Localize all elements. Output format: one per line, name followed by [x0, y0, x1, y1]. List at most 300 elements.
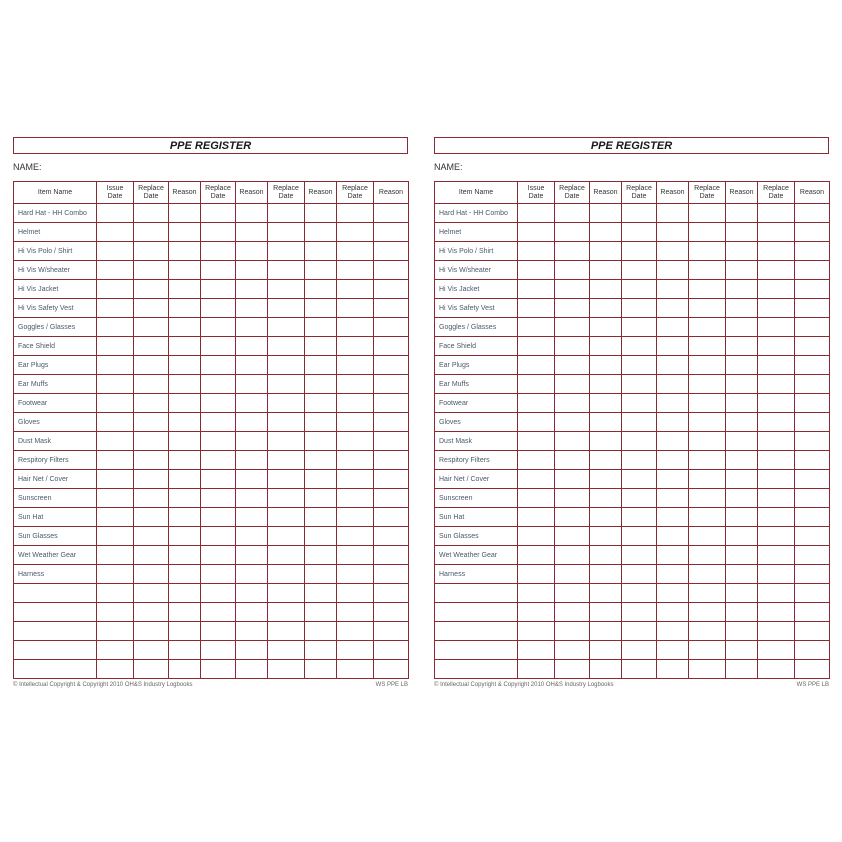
- entry-cell[interactable]: [236, 546, 268, 565]
- entry-cell[interactable]: [236, 527, 268, 546]
- entry-cell[interactable]: [201, 470, 236, 489]
- entry-cell[interactable]: [657, 622, 689, 641]
- entry-cell[interactable]: [374, 223, 409, 242]
- entry-cell[interactable]: [555, 508, 590, 527]
- entry-cell[interactable]: [374, 565, 409, 584]
- entry-cell[interactable]: [657, 413, 689, 432]
- entry-cell[interactable]: [689, 527, 726, 546]
- entry-cell[interactable]: [590, 546, 622, 565]
- entry-cell[interactable]: [134, 204, 169, 223]
- entry-cell[interactable]: [622, 318, 657, 337]
- entry-cell[interactable]: [657, 451, 689, 470]
- entry-cell[interactable]: [268, 261, 305, 280]
- entry-cell[interactable]: [590, 451, 622, 470]
- entry-cell[interactable]: [169, 356, 201, 375]
- entry-cell[interactable]: [201, 660, 236, 679]
- entry-cell[interactable]: [622, 451, 657, 470]
- entry-cell[interactable]: [236, 565, 268, 584]
- entry-cell[interactable]: [758, 622, 795, 641]
- entry-cell[interactable]: [657, 356, 689, 375]
- entry-cell[interactable]: [97, 337, 134, 356]
- entry-cell[interactable]: [622, 261, 657, 280]
- entry-cell[interactable]: [758, 280, 795, 299]
- entry-cell[interactable]: [518, 204, 555, 223]
- entry-cell[interactable]: [657, 432, 689, 451]
- entry-cell[interactable]: [169, 489, 201, 508]
- entry-cell[interactable]: [590, 660, 622, 679]
- entry-cell[interactable]: [758, 641, 795, 660]
- entry-cell[interactable]: [622, 413, 657, 432]
- entry-cell[interactable]: [201, 603, 236, 622]
- entry-cell[interactable]: [134, 641, 169, 660]
- entry-cell[interactable]: [201, 337, 236, 356]
- entry-cell[interactable]: [337, 432, 374, 451]
- entry-cell[interactable]: [726, 223, 758, 242]
- entry-cell[interactable]: [236, 394, 268, 413]
- entry-cell[interactable]: [689, 299, 726, 318]
- entry-cell[interactable]: [689, 204, 726, 223]
- entry-cell[interactable]: [305, 375, 337, 394]
- entry-cell[interactable]: [758, 508, 795, 527]
- entry-cell[interactable]: [169, 451, 201, 470]
- entry-cell[interactable]: [97, 546, 134, 565]
- entry-cell[interactable]: [689, 489, 726, 508]
- entry-cell[interactable]: [657, 546, 689, 565]
- entry-cell[interactable]: [795, 603, 830, 622]
- entry-cell[interactable]: [590, 337, 622, 356]
- entry-cell[interactable]: [236, 451, 268, 470]
- entry-cell[interactable]: [726, 204, 758, 223]
- entry-cell[interactable]: [201, 641, 236, 660]
- entry-cell[interactable]: [518, 318, 555, 337]
- entry-cell[interactable]: [555, 299, 590, 318]
- entry-cell[interactable]: [726, 299, 758, 318]
- entry-cell[interactable]: [657, 641, 689, 660]
- entry-cell[interactable]: [758, 299, 795, 318]
- entry-cell[interactable]: [657, 318, 689, 337]
- entry-cell[interactable]: [305, 584, 337, 603]
- entry-cell[interactable]: [374, 470, 409, 489]
- entry-cell[interactable]: [622, 337, 657, 356]
- entry-cell[interactable]: [97, 527, 134, 546]
- entry-cell[interactable]: [726, 318, 758, 337]
- entry-cell[interactable]: [795, 375, 830, 394]
- entry-cell[interactable]: [337, 204, 374, 223]
- entry-cell[interactable]: [236, 660, 268, 679]
- entry-cell[interactable]: [201, 242, 236, 261]
- entry-cell[interactable]: [518, 622, 555, 641]
- entry-cell[interactable]: [97, 413, 134, 432]
- entry-cell[interactable]: [201, 489, 236, 508]
- entry-cell[interactable]: [555, 622, 590, 641]
- entry-cell[interactable]: [374, 394, 409, 413]
- entry-cell[interactable]: [518, 527, 555, 546]
- entry-cell[interactable]: [555, 527, 590, 546]
- entry-cell[interactable]: [555, 356, 590, 375]
- entry-cell[interactable]: [169, 603, 201, 622]
- entry-cell[interactable]: [201, 318, 236, 337]
- entry-cell[interactable]: [590, 261, 622, 280]
- entry-cell[interactable]: [268, 584, 305, 603]
- entry-cell[interactable]: [374, 660, 409, 679]
- entry-cell[interactable]: [169, 565, 201, 584]
- entry-cell[interactable]: [337, 660, 374, 679]
- entry-cell[interactable]: [555, 603, 590, 622]
- entry-cell[interactable]: [795, 318, 830, 337]
- entry-cell[interactable]: [657, 375, 689, 394]
- entry-cell[interactable]: [518, 280, 555, 299]
- entry-cell[interactable]: [555, 660, 590, 679]
- entry-cell[interactable]: [758, 413, 795, 432]
- entry-cell[interactable]: [236, 622, 268, 641]
- entry-cell[interactable]: [590, 489, 622, 508]
- entry-cell[interactable]: [134, 299, 169, 318]
- entry-cell[interactable]: [169, 546, 201, 565]
- entry-cell[interactable]: [726, 508, 758, 527]
- entry-cell[interactable]: [305, 622, 337, 641]
- entry-cell[interactable]: [555, 489, 590, 508]
- entry-cell[interactable]: [268, 413, 305, 432]
- entry-cell[interactable]: [134, 356, 169, 375]
- entry-cell[interactable]: [305, 337, 337, 356]
- entry-cell[interactable]: [689, 223, 726, 242]
- entry-cell[interactable]: [726, 489, 758, 508]
- entry-cell[interactable]: [374, 508, 409, 527]
- entry-cell[interactable]: [689, 641, 726, 660]
- entry-cell[interactable]: [622, 204, 657, 223]
- entry-cell[interactable]: [795, 242, 830, 261]
- entry-cell[interactable]: [726, 242, 758, 261]
- entry-cell[interactable]: [201, 432, 236, 451]
- entry-cell[interactable]: [236, 299, 268, 318]
- entry-cell[interactable]: [97, 356, 134, 375]
- entry-cell[interactable]: [726, 432, 758, 451]
- entry-cell[interactable]: [169, 622, 201, 641]
- entry-cell[interactable]: [758, 337, 795, 356]
- entry-cell[interactable]: [657, 603, 689, 622]
- entry-cell[interactable]: [726, 375, 758, 394]
- entry-cell[interactable]: [169, 470, 201, 489]
- entry-cell[interactable]: [795, 299, 830, 318]
- entry-cell[interactable]: [795, 280, 830, 299]
- entry-cell[interactable]: [758, 356, 795, 375]
- entry-cell[interactable]: [657, 489, 689, 508]
- entry-cell[interactable]: [305, 546, 337, 565]
- entry-cell[interactable]: [374, 318, 409, 337]
- entry-cell[interactable]: [622, 527, 657, 546]
- entry-cell[interactable]: [268, 603, 305, 622]
- entry-cell[interactable]: [689, 356, 726, 375]
- entry-cell[interactable]: [795, 489, 830, 508]
- entry-cell[interactable]: [622, 622, 657, 641]
- entry-cell[interactable]: [590, 508, 622, 527]
- entry-cell[interactable]: [337, 603, 374, 622]
- entry-cell[interactable]: [590, 584, 622, 603]
- entry-cell[interactable]: [201, 375, 236, 394]
- entry-cell[interactable]: [758, 375, 795, 394]
- entry-cell[interactable]: [97, 622, 134, 641]
- entry-cell[interactable]: [758, 527, 795, 546]
- entry-cell[interactable]: [689, 413, 726, 432]
- entry-cell[interactable]: [590, 318, 622, 337]
- entry-cell[interactable]: [726, 470, 758, 489]
- entry-cell[interactable]: [201, 394, 236, 413]
- entry-cell[interactable]: [337, 242, 374, 261]
- entry-cell[interactable]: [795, 565, 830, 584]
- entry-cell[interactable]: [97, 565, 134, 584]
- entry-cell[interactable]: [305, 565, 337, 584]
- entry-cell[interactable]: [201, 204, 236, 223]
- entry-cell[interactable]: [201, 451, 236, 470]
- entry-cell[interactable]: [268, 242, 305, 261]
- entry-cell[interactable]: [726, 584, 758, 603]
- entry-cell[interactable]: [268, 565, 305, 584]
- entry-cell[interactable]: [268, 489, 305, 508]
- entry-cell[interactable]: [374, 280, 409, 299]
- entry-cell[interactable]: [590, 470, 622, 489]
- entry-cell[interactable]: [134, 375, 169, 394]
- entry-cell[interactable]: [236, 413, 268, 432]
- entry-cell[interactable]: [268, 394, 305, 413]
- entry-cell[interactable]: [305, 223, 337, 242]
- entry-cell[interactable]: [236, 356, 268, 375]
- entry-cell[interactable]: [689, 318, 726, 337]
- entry-cell[interactable]: [622, 641, 657, 660]
- entry-cell[interactable]: [518, 261, 555, 280]
- entry-cell[interactable]: [555, 337, 590, 356]
- entry-cell[interactable]: [305, 299, 337, 318]
- entry-cell[interactable]: [236, 242, 268, 261]
- entry-cell[interactable]: [236, 261, 268, 280]
- entry-cell[interactable]: [758, 204, 795, 223]
- entry-cell[interactable]: [305, 261, 337, 280]
- entry-cell[interactable]: [795, 451, 830, 470]
- entry-cell[interactable]: [374, 603, 409, 622]
- entry-cell[interactable]: [236, 470, 268, 489]
- entry-cell[interactable]: [518, 470, 555, 489]
- entry-cell[interactable]: [374, 204, 409, 223]
- entry-cell[interactable]: [518, 356, 555, 375]
- entry-cell[interactable]: [590, 242, 622, 261]
- entry-cell[interactable]: [689, 603, 726, 622]
- entry-cell[interactable]: [134, 280, 169, 299]
- entry-cell[interactable]: [795, 527, 830, 546]
- entry-cell[interactable]: [657, 584, 689, 603]
- entry-cell[interactable]: [305, 508, 337, 527]
- entry-cell[interactable]: [337, 337, 374, 356]
- entry-cell[interactable]: [201, 356, 236, 375]
- entry-cell[interactable]: [590, 527, 622, 546]
- entry-cell[interactable]: [134, 337, 169, 356]
- entry-cell[interactable]: [97, 584, 134, 603]
- entry-cell[interactable]: [337, 508, 374, 527]
- entry-cell[interactable]: [169, 242, 201, 261]
- entry-cell[interactable]: [337, 413, 374, 432]
- entry-cell[interactable]: [169, 413, 201, 432]
- entry-cell[interactable]: [689, 242, 726, 261]
- entry-cell[interactable]: [201, 223, 236, 242]
- entry-cell[interactable]: [555, 584, 590, 603]
- entry-cell[interactable]: [374, 641, 409, 660]
- entry-cell[interactable]: [268, 223, 305, 242]
- entry-cell[interactable]: [657, 204, 689, 223]
- entry-cell[interactable]: [518, 337, 555, 356]
- entry-cell[interactable]: [622, 508, 657, 527]
- entry-cell[interactable]: [374, 489, 409, 508]
- entry-cell[interactable]: [689, 337, 726, 356]
- entry-cell[interactable]: [97, 603, 134, 622]
- entry-cell[interactable]: [555, 565, 590, 584]
- entry-cell[interactable]: [134, 432, 169, 451]
- entry-cell[interactable]: [657, 394, 689, 413]
- entry-cell[interactable]: [657, 660, 689, 679]
- entry-cell[interactable]: [689, 394, 726, 413]
- entry-cell[interactable]: [518, 546, 555, 565]
- entry-cell[interactable]: [97, 432, 134, 451]
- entry-cell[interactable]: [590, 356, 622, 375]
- entry-cell[interactable]: [657, 508, 689, 527]
- entry-cell[interactable]: [169, 261, 201, 280]
- entry-cell[interactable]: [795, 470, 830, 489]
- entry-cell[interactable]: [236, 318, 268, 337]
- entry-cell[interactable]: [201, 261, 236, 280]
- entry-cell[interactable]: [518, 223, 555, 242]
- entry-cell[interactable]: [201, 546, 236, 565]
- entry-cell[interactable]: [134, 318, 169, 337]
- entry-cell[interactable]: [689, 546, 726, 565]
- entry-cell[interactable]: [518, 489, 555, 508]
- entry-cell[interactable]: [657, 337, 689, 356]
- entry-cell[interactable]: [758, 584, 795, 603]
- entry-cell[interactable]: [268, 641, 305, 660]
- entry-cell[interactable]: [758, 261, 795, 280]
- entry-cell[interactable]: [689, 584, 726, 603]
- entry-cell[interactable]: [622, 603, 657, 622]
- entry-cell[interactable]: [689, 375, 726, 394]
- entry-cell[interactable]: [657, 299, 689, 318]
- entry-cell[interactable]: [268, 451, 305, 470]
- entry-cell[interactable]: [97, 451, 134, 470]
- entry-cell[interactable]: [236, 375, 268, 394]
- entry-cell[interactable]: [236, 508, 268, 527]
- entry-cell[interactable]: [726, 261, 758, 280]
- entry-cell[interactable]: [758, 660, 795, 679]
- entry-cell[interactable]: [795, 394, 830, 413]
- entry-cell[interactable]: [726, 337, 758, 356]
- entry-cell[interactable]: [726, 546, 758, 565]
- entry-cell[interactable]: [795, 356, 830, 375]
- entry-cell[interactable]: [337, 318, 374, 337]
- entry-cell[interactable]: [622, 470, 657, 489]
- entry-cell[interactable]: [758, 318, 795, 337]
- entry-cell[interactable]: [169, 375, 201, 394]
- entry-cell[interactable]: [555, 413, 590, 432]
- entry-cell[interactable]: [590, 394, 622, 413]
- entry-cell[interactable]: [97, 470, 134, 489]
- entry-cell[interactable]: [555, 280, 590, 299]
- entry-cell[interactable]: [169, 584, 201, 603]
- entry-cell[interactable]: [134, 470, 169, 489]
- entry-cell[interactable]: [134, 565, 169, 584]
- entry-cell[interactable]: [97, 299, 134, 318]
- entry-cell[interactable]: [555, 204, 590, 223]
- entry-cell[interactable]: [590, 432, 622, 451]
- entry-cell[interactable]: [134, 394, 169, 413]
- entry-cell[interactable]: [268, 204, 305, 223]
- entry-cell[interactable]: [305, 413, 337, 432]
- entry-cell[interactable]: [337, 470, 374, 489]
- entry-cell[interactable]: [555, 318, 590, 337]
- entry-cell[interactable]: [518, 641, 555, 660]
- entry-cell[interactable]: [374, 356, 409, 375]
- entry-cell[interactable]: [201, 280, 236, 299]
- entry-cell[interactable]: [201, 508, 236, 527]
- entry-cell[interactable]: [726, 394, 758, 413]
- entry-cell[interactable]: [758, 394, 795, 413]
- entry-cell[interactable]: [97, 318, 134, 337]
- entry-cell[interactable]: [97, 223, 134, 242]
- entry-cell[interactable]: [758, 603, 795, 622]
- entry-cell[interactable]: [337, 261, 374, 280]
- entry-cell[interactable]: [337, 451, 374, 470]
- entry-cell[interactable]: [689, 261, 726, 280]
- entry-cell[interactable]: [657, 280, 689, 299]
- entry-cell[interactable]: [689, 622, 726, 641]
- entry-cell[interactable]: [337, 375, 374, 394]
- entry-cell[interactable]: [795, 641, 830, 660]
- entry-cell[interactable]: [374, 413, 409, 432]
- entry-cell[interactable]: [305, 660, 337, 679]
- entry-cell[interactable]: [518, 242, 555, 261]
- entry-cell[interactable]: [657, 527, 689, 546]
- entry-cell[interactable]: [758, 489, 795, 508]
- entry-cell[interactable]: [726, 660, 758, 679]
- entry-cell[interactable]: [689, 470, 726, 489]
- entry-cell[interactable]: [622, 660, 657, 679]
- entry-cell[interactable]: [97, 508, 134, 527]
- entry-cell[interactable]: [268, 299, 305, 318]
- entry-cell[interactable]: [555, 470, 590, 489]
- entry-cell[interactable]: [374, 546, 409, 565]
- entry-cell[interactable]: [97, 660, 134, 679]
- entry-cell[interactable]: [726, 280, 758, 299]
- entry-cell[interactable]: [590, 565, 622, 584]
- entry-cell[interactable]: [134, 660, 169, 679]
- entry-cell[interactable]: [236, 584, 268, 603]
- entry-cell[interactable]: [169, 432, 201, 451]
- entry-cell[interactable]: [305, 470, 337, 489]
- entry-cell[interactable]: [622, 489, 657, 508]
- entry-cell[interactable]: [268, 508, 305, 527]
- entry-cell[interactable]: [726, 527, 758, 546]
- entry-cell[interactable]: [518, 603, 555, 622]
- entry-cell[interactable]: [374, 337, 409, 356]
- entry-cell[interactable]: [689, 451, 726, 470]
- entry-cell[interactable]: [622, 299, 657, 318]
- entry-cell[interactable]: [169, 527, 201, 546]
- entry-cell[interactable]: [201, 527, 236, 546]
- entry-cell[interactable]: [201, 622, 236, 641]
- entry-cell[interactable]: [337, 622, 374, 641]
- entry-cell[interactable]: [689, 660, 726, 679]
- entry-cell[interactable]: [268, 432, 305, 451]
- entry-cell[interactable]: [97, 204, 134, 223]
- entry-cell[interactable]: [305, 641, 337, 660]
- entry-cell[interactable]: [726, 603, 758, 622]
- entry-cell[interactable]: [236, 223, 268, 242]
- entry-cell[interactable]: [236, 337, 268, 356]
- entry-cell[interactable]: [518, 451, 555, 470]
